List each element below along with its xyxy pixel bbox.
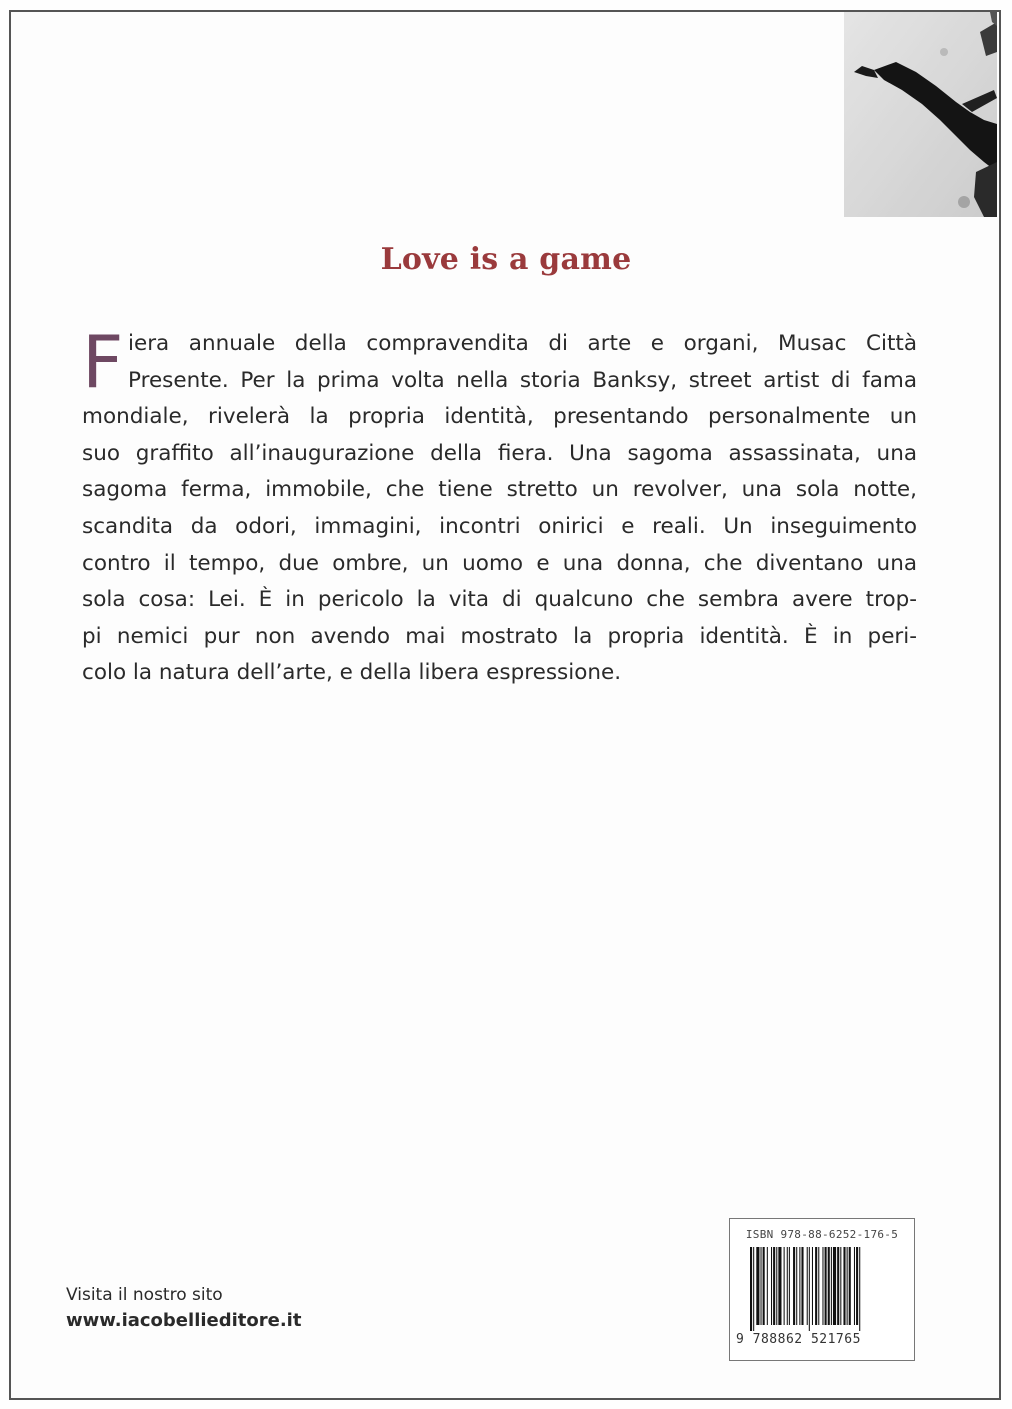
- hand-silhouette-image: [844, 12, 997, 217]
- publisher-website-block: [66, 1282, 301, 1334]
- publisher-website-link[interactable]: www.iacobellieditore.it: [66, 1310, 302, 1331]
- barcode-bar: [761, 1247, 762, 1325]
- barcode-bar: [801, 1247, 803, 1325]
- barcode-bar: [771, 1247, 772, 1325]
- barcode-bar: [793, 1247, 795, 1325]
- barcode-bar: [799, 1247, 800, 1325]
- book-title: Love is a game: [380, 242, 632, 277]
- barcode-bar: [854, 1247, 855, 1325]
- synopsis-line: sagoma ferma, immobile, che tiene stretto un revolver, una sola notte,: [82, 477, 917, 503]
- isbn-label: ISBN 978-88-6252-176-5: [745, 1228, 899, 1241]
- barcode-bar: [856, 1247, 858, 1325]
- barcode-bar: [828, 1247, 830, 1325]
- barcode-bar: [763, 1247, 765, 1325]
- drop-cap-letter: F: [82, 320, 124, 404]
- barcode-bar: [825, 1247, 827, 1325]
- barcode-bar: [776, 1247, 777, 1325]
- barcode-image: [750, 1247, 896, 1331]
- visit-site-label: Visita il nostro sito: [66, 1285, 223, 1305]
- barcode-digits: 9 788862 521765: [736, 1332, 861, 1347]
- isbn-barcode-box: [729, 1218, 915, 1361]
- cover-frame: [9, 10, 1001, 1400]
- synopsis-line: scandita da odori, immagini, incontri onirici e reali. Un inseguimento: [82, 513, 917, 539]
- barcode-bar: [773, 1247, 775, 1325]
- synopsis-line: suo graffito all’inaugurazione della fiera. Una sagoma assassinata, una: [82, 440, 917, 466]
- barcode-bar: [843, 1247, 845, 1325]
- synopsis-line: iera annuale della compravendita di arte e organi, Musac Città: [128, 331, 917, 356]
- barcode-bar: [840, 1247, 841, 1325]
- barcode-bar: [815, 1247, 817, 1325]
- synopsis-line: colo la natura dell’arte, e della libera espressione.: [82, 660, 622, 686]
- barcode-bar: [818, 1247, 819, 1325]
- barcode-bar: [787, 1247, 788, 1325]
- barcode-bar: [778, 1247, 781, 1325]
- barcode-bar: [750, 1247, 752, 1331]
- barcode-bar: [796, 1247, 797, 1325]
- barcode-bar: [859, 1247, 860, 1331]
- barcode-bar: [784, 1247, 785, 1325]
- synopsis-line: mondiale, rivelerà la propria identità, presentando personalmente un: [82, 404, 917, 430]
- cover-photo-fragment: [844, 12, 997, 217]
- synopsis-line: contro il tempo, due ombre, un uomo e una donna, che diventano una: [82, 550, 917, 576]
- synopsis-line: Presente. Per la prima volta nella storia Banksy, street artist di fama: [128, 367, 917, 393]
- barcode-bar: [837, 1247, 839, 1325]
- barcode-bar: [812, 1247, 813, 1325]
- barcode-bar: [807, 1247, 808, 1325]
- barcode-bar: [847, 1247, 848, 1325]
- barcode-bar: [831, 1247, 832, 1325]
- synopsis-paragraph: [82, 320, 917, 692]
- synopsis-line: pi nemici pur non avendo mai mostrato la propria identità. È in peri-: [82, 623, 917, 649]
- barcode-bar: [789, 1247, 790, 1325]
- barcode-bar: [809, 1247, 810, 1331]
- barcode-bar: [753, 1247, 754, 1331]
- barcode-bar: [833, 1247, 836, 1325]
- synopsis-line: sola cosa: Lei. È in pericolo la vita di qualcuno che sembra avere trop-: [82, 587, 917, 613]
- barcode-bar: [756, 1247, 759, 1325]
- barcode-bar: [822, 1247, 823, 1325]
- barcode-bar: [849, 1247, 851, 1325]
- barcode-bar: [767, 1247, 768, 1325]
